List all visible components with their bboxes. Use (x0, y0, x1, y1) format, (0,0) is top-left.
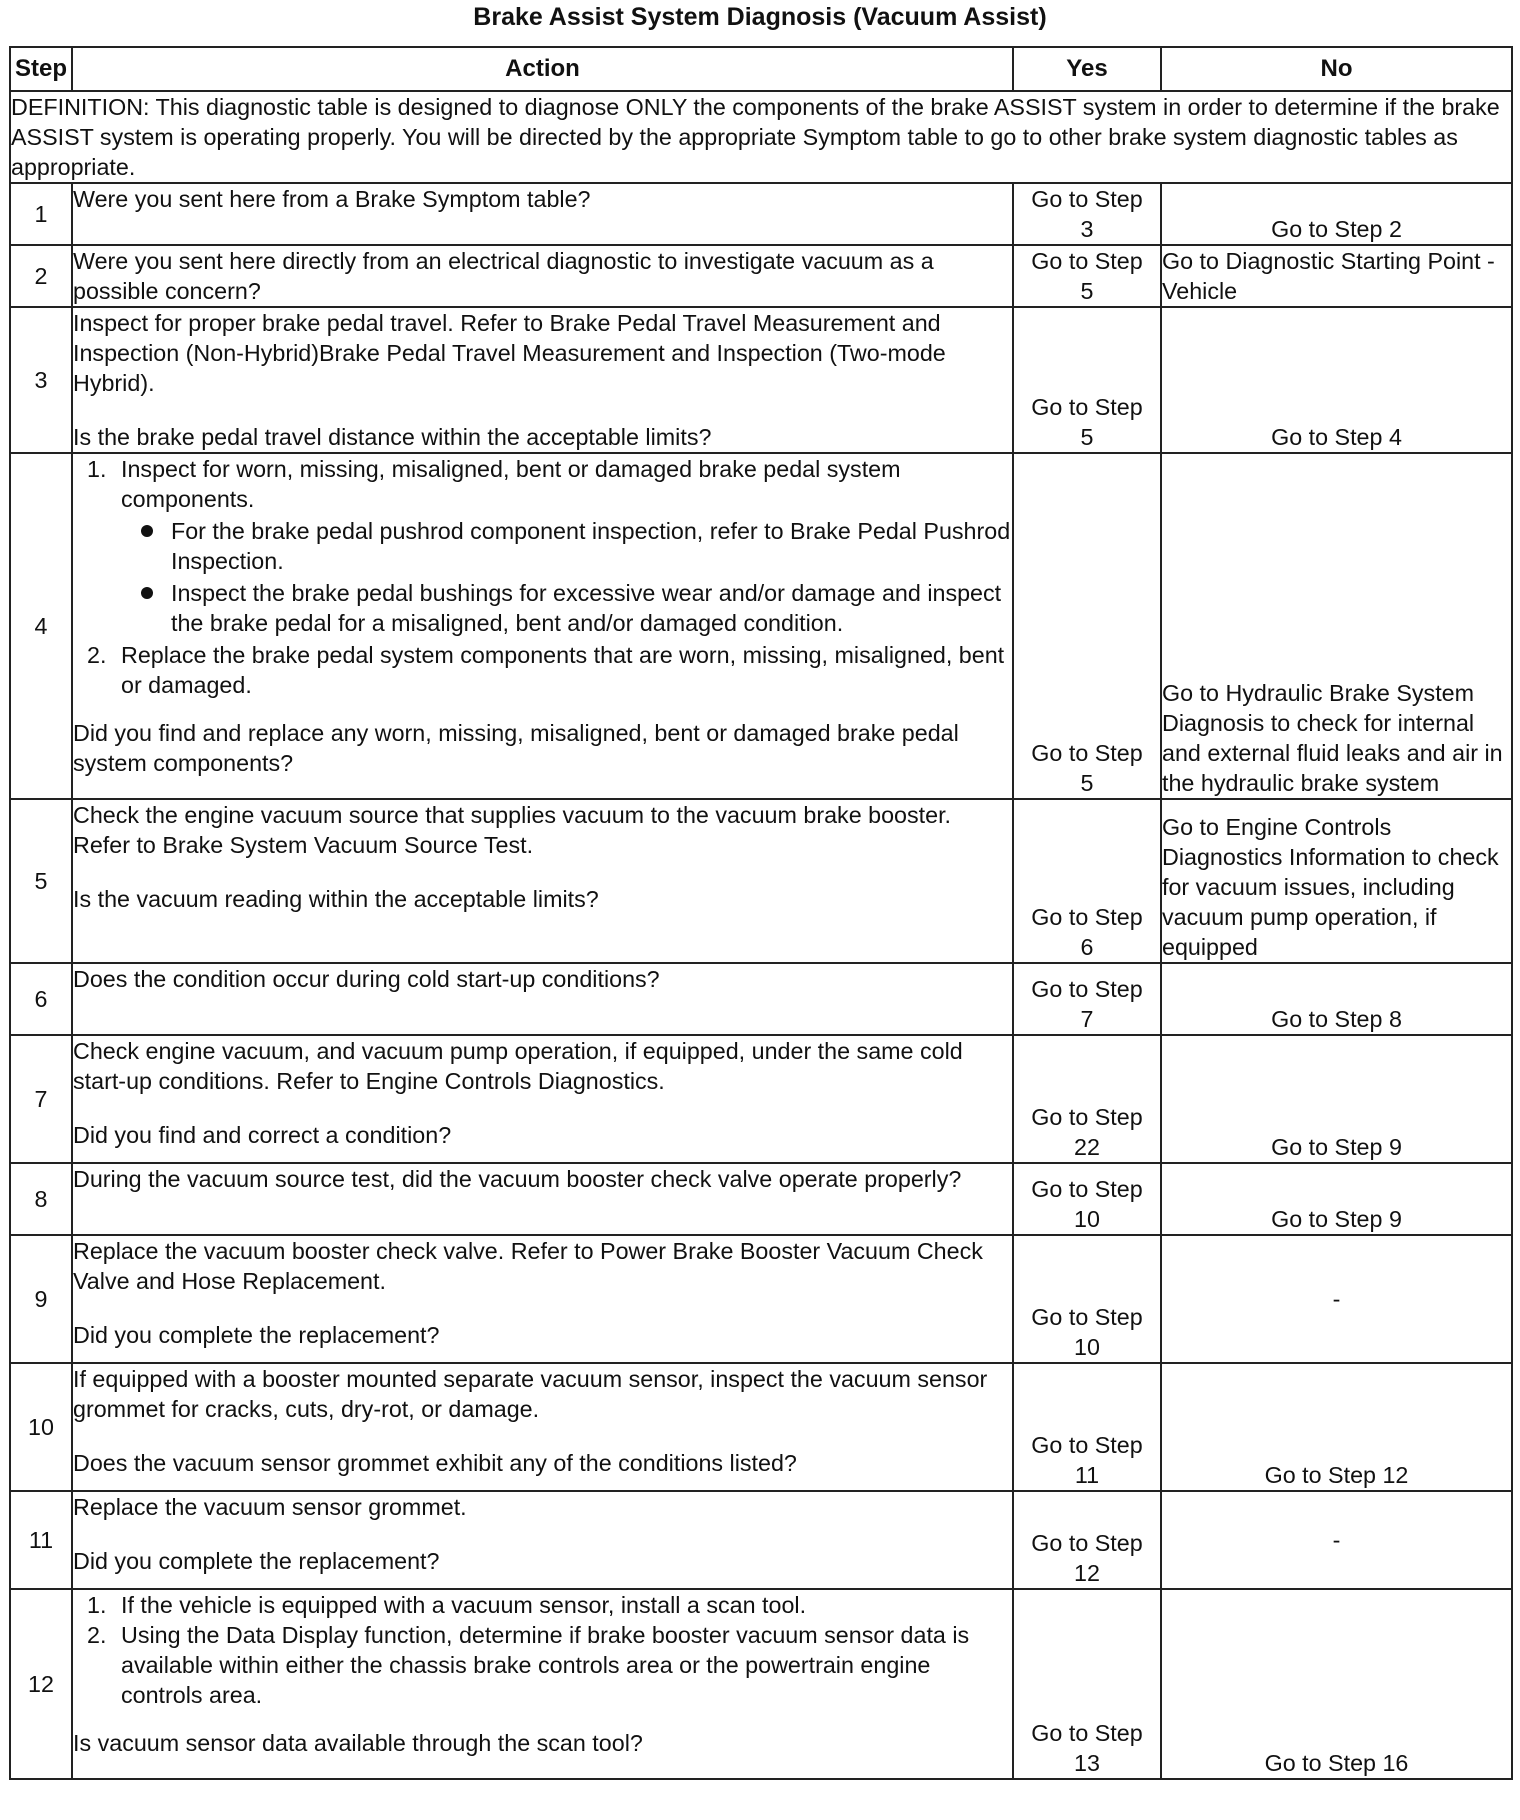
step-number: 6 (10, 963, 72, 1035)
numbered-list (73, 1590, 1012, 1710)
no-cell[interactable]: Go to Engine Controls Diagnostics Information to check for vacuum issues, including vacuum pump operation, if equipped (1161, 799, 1512, 963)
yes-cell[interactable] (1013, 963, 1161, 1035)
action-question: Did you find and replace any worn, missing, misaligned, bent or damaged brake pedal system components? (73, 720, 959, 776)
header-no: No (1161, 47, 1512, 91)
yes-cell[interactable] (1013, 1363, 1161, 1491)
step-number: 3 (10, 307, 72, 453)
action-text: If equipped with a booster mounted separate vacuum sensor, inspect the vacuum sensor grommet for cracks, cuts, dry-rot, or damage. (73, 1366, 988, 1422)
step-number: 1 (10, 183, 72, 245)
no-cell[interactable]: Go to Step 16 (1161, 1589, 1512, 1779)
no-cell[interactable]: Go to Hydraulic Brake System Diagnosis to check for internal and external fluid leaks and air in the hydraulic brake system (1161, 453, 1512, 799)
bullet-list (121, 516, 1012, 638)
action-question: Is vacuum sensor data available through the scan tool? (73, 1730, 643, 1756)
action-question: Did you complete the replacement? (73, 1322, 440, 1348)
document-title: Brake Assist System Diagnosis (Vacuum Assist) (473, 3, 1047, 31)
yes-label: Go to Step (1031, 394, 1143, 420)
numbered-list (73, 454, 1012, 700)
table-row (10, 1589, 1512, 1779)
bullet-icon (141, 525, 153, 537)
no-cell: - (1161, 1235, 1512, 1363)
list-number: 1. (87, 1592, 107, 1618)
list-text: Using the Data Display function, determine if brake booster vacuum sensor data is available within either the chassis brake controls area or the powertrain engine controls area. (121, 1622, 970, 1708)
list-number: 2. (87, 642, 107, 668)
action-text: During the vacuum source test, did the vacuum booster check valve operate properly? (72, 1163, 1013, 1235)
yes-label: Go to Step (1031, 1104, 1143, 1130)
table-row (10, 1035, 1512, 1163)
bullet-text: For the brake pedal pushrod component inspection, refer to Brake Pedal Pushrod Inspection. (171, 518, 1011, 574)
yes-step: 5 (1080, 278, 1094, 304)
action-text: Replace the vacuum sensor grommet. (73, 1494, 467, 1520)
bullet-text: Inspect the brake pedal bushings for excessive wear and/or damage and inspect the brake pedal for a misaligned, bent and/or damaged condition. (171, 580, 1002, 636)
bullet-icon (141, 587, 153, 599)
header-yes: Yes (1013, 47, 1161, 91)
no-cell[interactable]: Go to Step 2 (1161, 183, 1512, 245)
bullet-item (121, 578, 1012, 638)
table-row (10, 1491, 1512, 1589)
bullet-item (121, 516, 1012, 576)
action-cell (72, 799, 1013, 963)
yes-cell[interactable] (1013, 799, 1161, 963)
list-text: If the vehicle is equipped with a vacuum sensor, install a scan tool. (121, 1592, 807, 1618)
action-question: Does the vacuum sensor grommet exhibit any of the conditions listed? (73, 1450, 797, 1476)
yes-label: Go to Step (1031, 1530, 1143, 1556)
yes-label: Go to Step (1031, 1304, 1143, 1330)
table-row (10, 245, 1512, 307)
yes-step: 7 (1080, 1006, 1094, 1032)
yes-step: 5 (1080, 424, 1094, 450)
list-item (73, 640, 1012, 700)
yes-step: 13 (1074, 1750, 1100, 1776)
action-question: Is the brake pedal travel distance within the acceptable limits? (73, 424, 712, 450)
step-number: 5 (10, 799, 72, 963)
list-number: 1. (87, 456, 107, 482)
action-cell (72, 1491, 1013, 1589)
yes-step: 11 (1074, 1462, 1100, 1488)
yes-cell[interactable] (1013, 453, 1161, 799)
yes-step: 3 (1080, 216, 1094, 242)
table-row (10, 1163, 1512, 1235)
definition-text: DEFINITION: This diagnostic table is designed to diagnose ONLY the components of the brake ASSIST system in order to determine if the brake ASSIST system is operating properly. You will be directed by the appropriate Symptom table to go to other brake system diagnostic tables as appropriate. (10, 91, 1512, 183)
yes-label: Go to Step (1031, 1432, 1143, 1458)
step-number: 12 (10, 1589, 72, 1779)
yes-step: 10 (1074, 1334, 1100, 1360)
step-number: 9 (10, 1235, 72, 1363)
step-number: 8 (10, 1163, 72, 1235)
yes-cell[interactable] (1013, 307, 1161, 453)
yes-step: 12 (1074, 1560, 1100, 1586)
yes-cell[interactable] (1013, 1035, 1161, 1163)
yes-label: Go to Step (1031, 740, 1143, 766)
yes-step: 22 (1074, 1134, 1100, 1160)
yes-step: 10 (1074, 1206, 1100, 1232)
table-row (10, 1235, 1512, 1363)
no-cell: - (1161, 1491, 1512, 1589)
table-row (10, 963, 1512, 1035)
action-cell (72, 1235, 1013, 1363)
list-text: Replace the brake pedal system components that are worn, missing, misaligned, bent or damaged. (121, 642, 1005, 698)
action-text: Does the condition occur during cold start-up conditions? (72, 963, 1013, 1035)
no-cell[interactable]: Go to Step 9 (1161, 1163, 1512, 1235)
yes-cell[interactable] (1013, 183, 1161, 245)
table-row (10, 183, 1512, 245)
yes-label: Go to Step (1031, 1176, 1143, 1202)
yes-cell[interactable] (1013, 1235, 1161, 1363)
no-cell[interactable]: Go to Step 9 (1161, 1035, 1512, 1163)
yes-label: Go to Step (1031, 976, 1143, 1002)
list-text: Inspect for worn, missing, misaligned, bent or damaged brake pedal system components. (121, 456, 901, 512)
list-item (73, 1620, 1012, 1710)
header-action: Action (72, 47, 1013, 91)
action-text: Were you sent here from a Brake Symptom table? (72, 183, 1013, 245)
yes-cell[interactable] (1013, 1163, 1161, 1235)
table-row (10, 1363, 1512, 1491)
list-item (73, 1590, 1012, 1620)
yes-label: Go to Step (1031, 186, 1143, 212)
definition-row (10, 91, 1512, 183)
step-number: 11 (10, 1491, 72, 1589)
list-number: 2. (87, 1622, 107, 1648)
header-step: Step (10, 47, 72, 91)
diagnosis-table (9, 46, 1513, 1780)
action-cell (72, 1363, 1013, 1491)
no-cell[interactable]: Go to Step 12 (1161, 1363, 1512, 1491)
action-question: Did you find and correct a condition? (73, 1122, 452, 1148)
action-cell (72, 1035, 1013, 1163)
action-cell (72, 453, 1013, 799)
action-cell (72, 1589, 1013, 1779)
action-text: Replace the vacuum booster check valve. Refer to Power Brake Booster Vacuum Check Valve and Hose Replacement. (73, 1238, 983, 1294)
yes-cell[interactable] (1013, 245, 1161, 307)
table-row (10, 799, 1512, 963)
yes-cell[interactable] (1013, 1491, 1161, 1589)
step-number: 2 (10, 245, 72, 307)
yes-step: 5 (1080, 770, 1094, 796)
action-text: Check engine vacuum, and vacuum pump operation, if equipped, under the same cold start-up conditions. Refer to Engine Controls Diagnostics. (73, 1038, 963, 1094)
no-cell[interactable]: Go to Diagnostic Starting Point - Vehicle (1161, 245, 1512, 307)
table-row (10, 453, 1512, 799)
step-number: 10 (10, 1363, 72, 1491)
step-number: 7 (10, 1035, 72, 1163)
action-cell (72, 307, 1013, 453)
no-cell[interactable]: Go to Step 8 (1161, 963, 1512, 1035)
step-number: 4 (10, 453, 72, 799)
table-header-row (10, 47, 1512, 91)
yes-label: Go to Step (1031, 248, 1143, 274)
action-text: Inspect for proper brake pedal travel. Refer to Brake Pedal Travel Measurement and Inspection (Non-Hybrid)Brake Pedal Travel Measurement and Inspection (Two-mode Hybrid). (73, 310, 946, 396)
no-cell[interactable]: Go to Step 4 (1161, 307, 1512, 453)
yes-step: 6 (1080, 934, 1094, 960)
yes-label: Go to Step (1031, 1720, 1143, 1746)
list-item (73, 454, 1012, 638)
yes-label: Go to Step (1031, 904, 1143, 930)
action-question: Did you complete the replacement? (73, 1548, 440, 1574)
table-row (10, 307, 1512, 453)
action-question: Is the vacuum reading within the acceptable limits? (73, 886, 599, 912)
action-text: Check the engine vacuum source that supplies vacuum to the vacuum brake booster. Refer to Brake System Vacuum Source Test. (73, 802, 952, 858)
yes-cell[interactable] (1013, 1589, 1161, 1779)
action-text: Were you sent here directly from an electrical diagnostic to investigate vacuum as a possible concern? (72, 245, 1013, 307)
